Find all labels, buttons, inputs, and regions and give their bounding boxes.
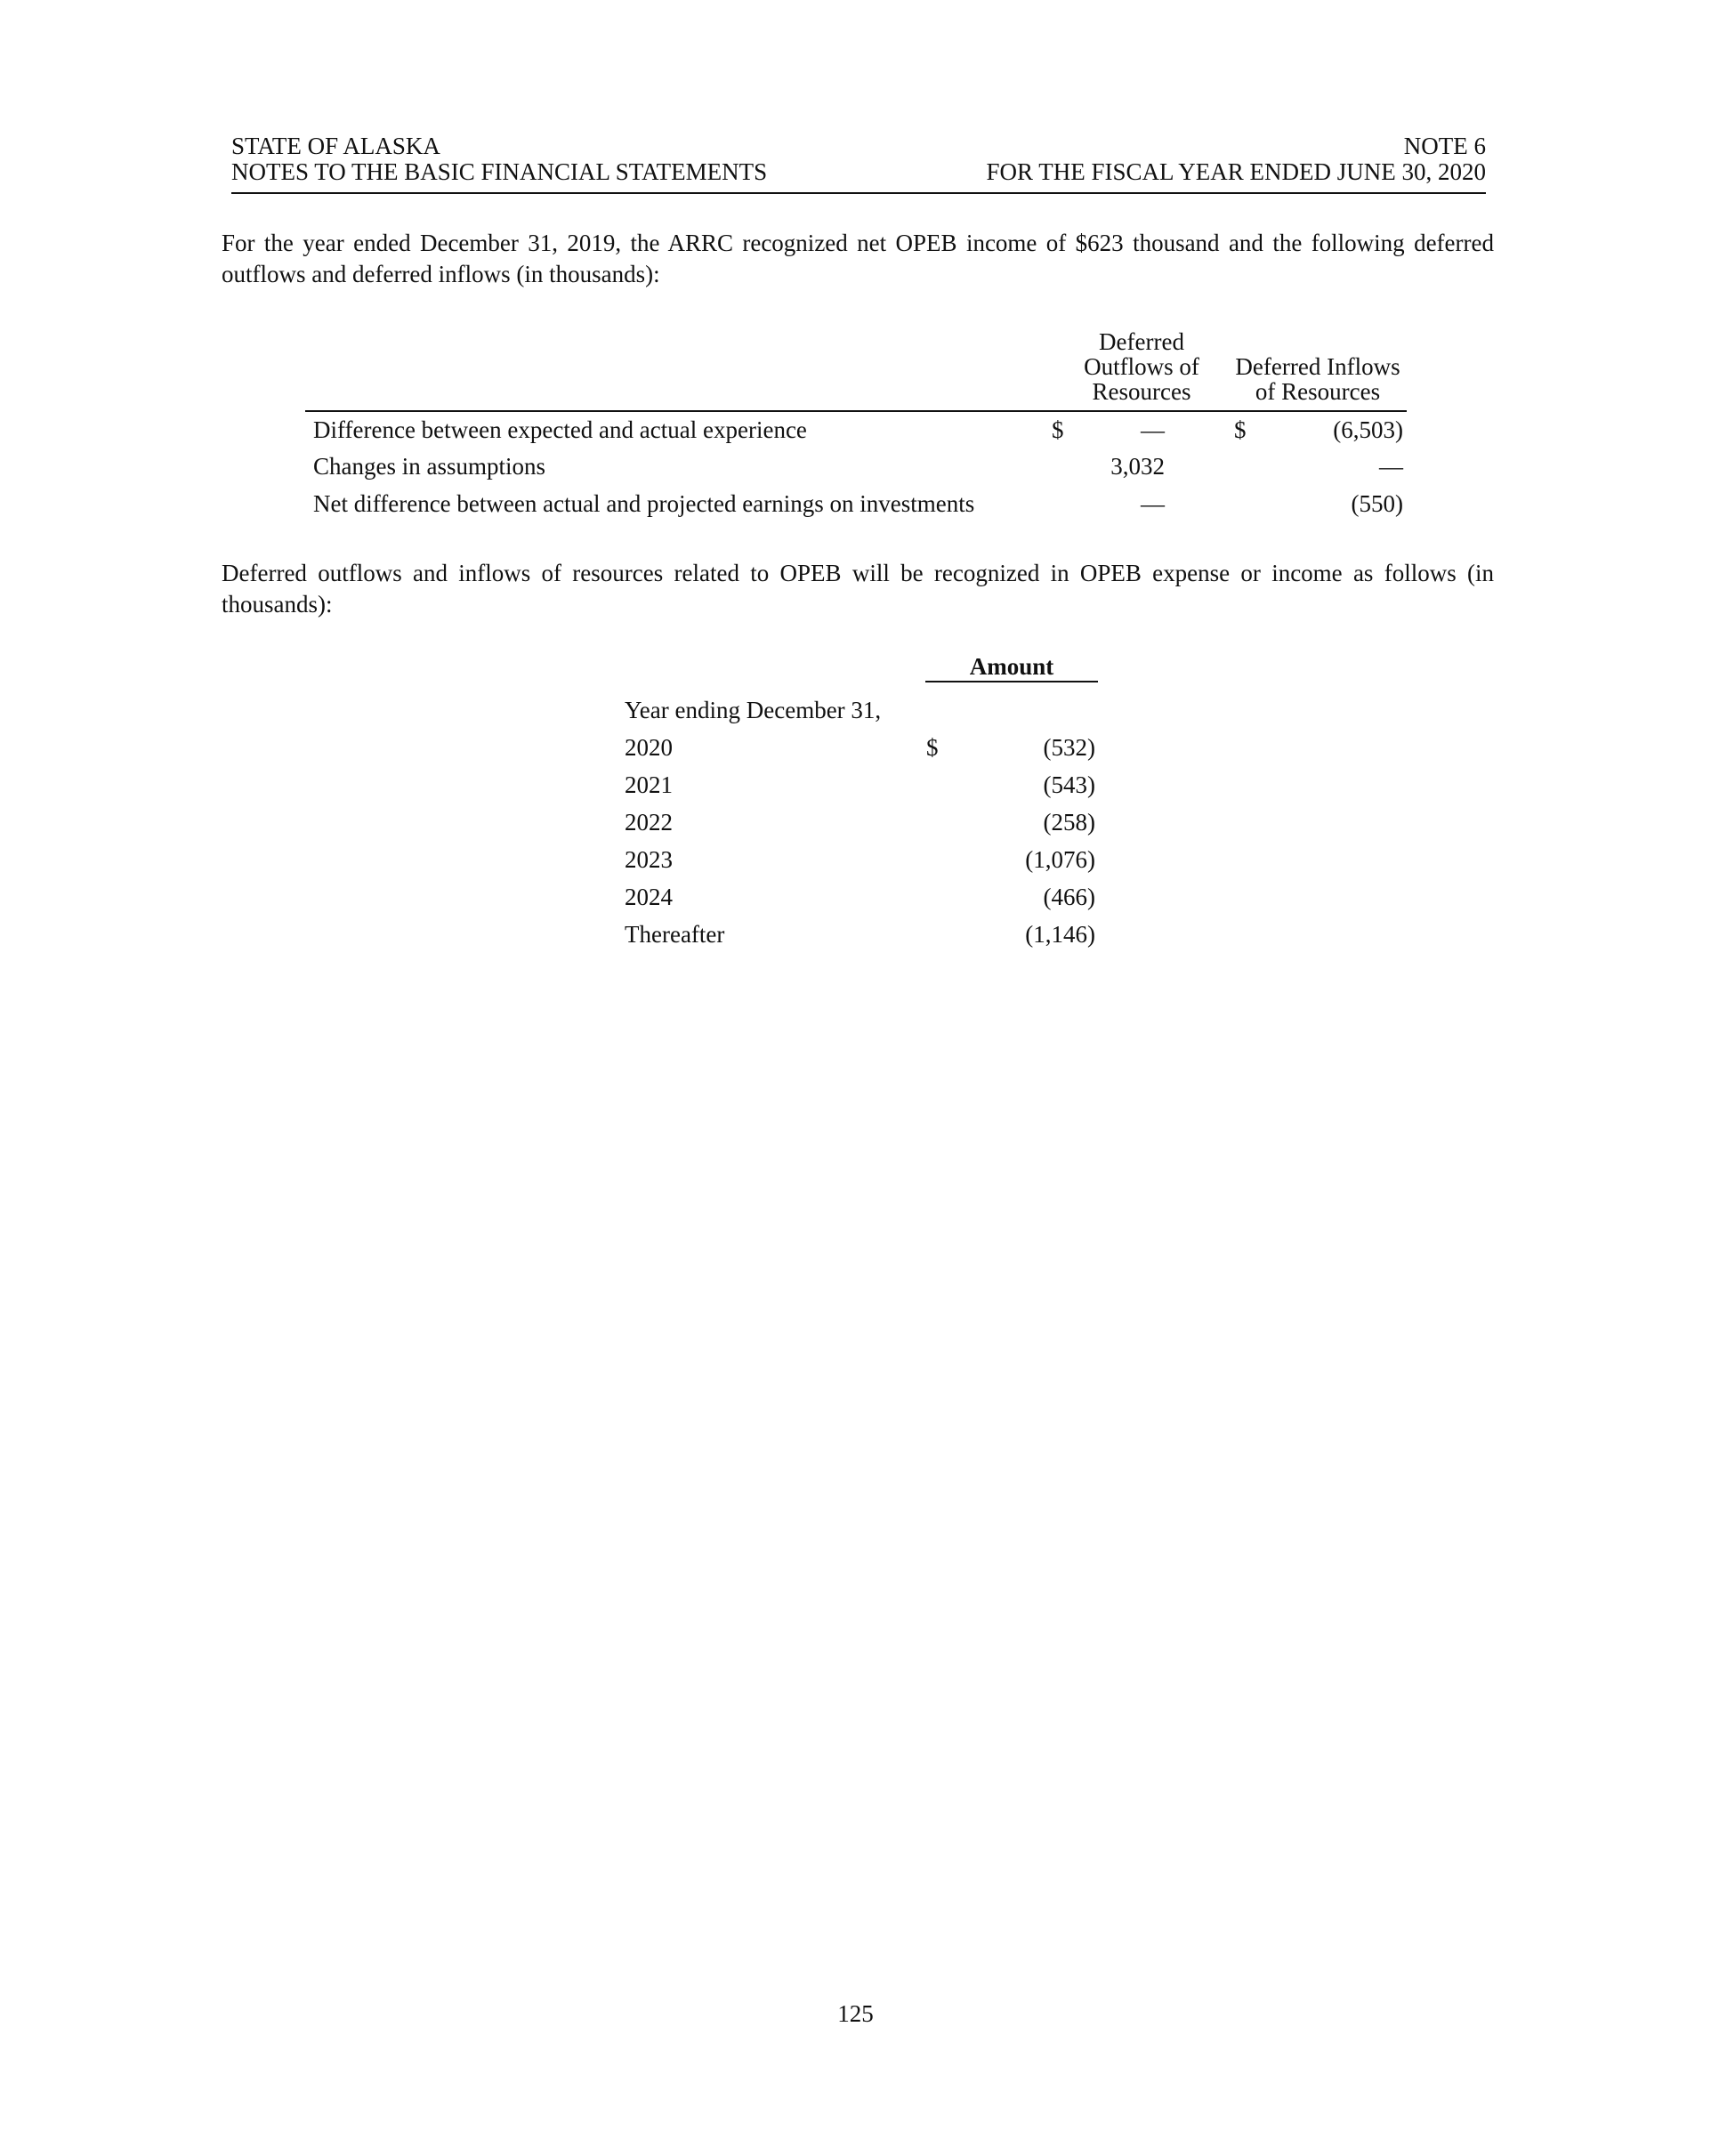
table-row — [305, 450, 1407, 482]
year-label: 2022 — [625, 809, 673, 836]
amount-value: (258) — [1043, 809, 1095, 836]
table-row — [617, 881, 1098, 913]
recognition-schedule-table — [617, 652, 1098, 946]
column-header-deferred-inflows — [1232, 354, 1403, 404]
year-label: Thereafter — [625, 921, 725, 948]
deferred-resources-table — [305, 329, 1407, 520]
row-label: Net difference between actual and projected earnings on investments — [313, 490, 975, 517]
year-label: 2021 — [625, 771, 673, 798]
amount-value: (466) — [1043, 884, 1095, 910]
year-label: 2023 — [625, 846, 673, 873]
inflows-value: — — [1379, 453, 1403, 480]
outflows-value: 3,032 — [1110, 453, 1165, 480]
header-document-title: NOTES TO THE BASIC FINANCIAL STATEMENTS — [231, 158, 768, 185]
header-left — [231, 133, 767, 185]
currency-symbol: $ — [926, 734, 939, 761]
column-header-line: Deferred Inflows — [1235, 353, 1400, 380]
amount-value: (543) — [1043, 771, 1095, 798]
page-number: 125 — [837, 2000, 874, 2027]
amount-value: (1,076) — [1025, 846, 1095, 873]
table-row — [617, 844, 1098, 876]
outflows-value: — — [1141, 490, 1165, 517]
inflows-value: (550) — [1351, 490, 1403, 517]
amount-value: (532) — [1043, 734, 1095, 761]
column-header-line: Outflows of — [1084, 353, 1199, 380]
inflows-value: (6,503) — [1333, 416, 1403, 443]
intro-paragraph: For the year ended December 31, 2019, the ARRC recognized net OPEB income of $623 thousand and the following deferred outflows and deferred inflows (in thousands): — [222, 230, 1494, 287]
amount-value: (1,146) — [1025, 921, 1095, 948]
table-row — [305, 488, 1407, 520]
page-header — [231, 133, 1486, 194]
row-label: Difference between expected and actual experience — [313, 416, 807, 443]
column-header-line: Resources — [1092, 378, 1191, 405]
column-header-deferred-outflows — [1051, 329, 1232, 404]
year-ending-caption: Year ending December 31, — [625, 697, 882, 723]
row-label: Changes in assumptions — [313, 453, 545, 480]
table-header-rule — [305, 410, 1407, 412]
table-row — [617, 731, 1098, 763]
table-row — [305, 414, 1407, 446]
header-state-title: STATE OF ALASKA — [231, 133, 440, 159]
table-row — [617, 769, 1098, 801]
outflows-value: — — [1141, 416, 1165, 443]
currency-symbol: $ — [1234, 416, 1247, 443]
amount-column-header: Amount — [925, 652, 1098, 682]
year-label: 2024 — [625, 884, 673, 910]
table-row — [617, 806, 1098, 838]
year-label: 2020 — [625, 734, 673, 761]
header-note-number: NOTE 6 — [1403, 133, 1486, 159]
currency-symbol: $ — [1052, 416, 1064, 443]
header-right — [986, 133, 1486, 185]
recognition-schedule-paragraph: Deferred outflows and inflows of resources related to OPEB will be recognized in OPEB expense or income as follows (in thousands): — [222, 560, 1494, 618]
header-fiscal-year: FOR THE FISCAL YEAR ENDED JUNE 30, 2020 — [986, 158, 1486, 185]
column-header-line: Deferred — [1099, 328, 1184, 355]
table-row — [617, 918, 1098, 950]
column-header-line: of Resources — [1255, 378, 1381, 405]
